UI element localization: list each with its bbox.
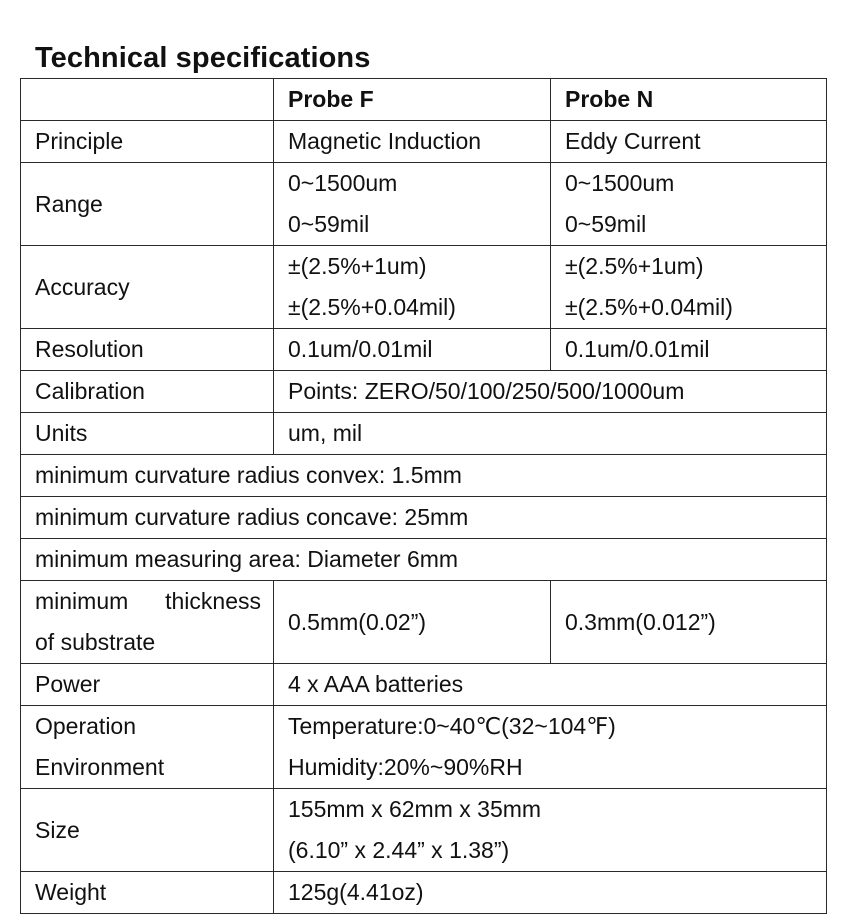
range-n-mil: 0~59mil xyxy=(565,211,647,237)
accuracy-f-mil: ±(2.5%+0.04mil) xyxy=(288,294,456,320)
range-probe-n xyxy=(551,163,827,246)
row-label-power: Power xyxy=(21,664,274,706)
curvature-concave: minimum curvature radius concave: 25mm xyxy=(21,497,827,539)
row-label-principle: Principle xyxy=(21,121,274,163)
accuracy-n-um: ±(2.5%+1um) xyxy=(565,253,704,279)
row-label-range: Range xyxy=(21,163,274,246)
header-probe-f: Probe F xyxy=(274,79,551,121)
table-row xyxy=(21,163,827,246)
substrate-label-line2: of substrate xyxy=(35,629,156,655)
row-label-resolution: Resolution xyxy=(21,329,274,371)
table-row xyxy=(21,497,827,539)
range-probe-f xyxy=(274,163,551,246)
row-label-calibration: Calibration xyxy=(21,371,274,413)
operation-humidity: Humidity:20%~90%RH xyxy=(288,754,523,780)
substrate-probe-f: 0.5mm(0.02”) xyxy=(274,581,551,664)
range-n-um: 0~1500um xyxy=(565,170,675,196)
size-value xyxy=(274,789,827,872)
operation-temperature: Temperature:0~40℃(32~104℉) xyxy=(288,713,616,739)
table-row xyxy=(21,246,827,329)
table-row xyxy=(21,581,827,664)
table-row xyxy=(21,413,827,455)
calibration-value: Points: ZERO/50/100/250/500/1000um xyxy=(274,371,827,413)
power-value: 4 x AAA batteries xyxy=(274,664,827,706)
principle-probe-f: Magnetic Induction xyxy=(274,121,551,163)
header-blank-cell xyxy=(21,79,274,121)
table-row xyxy=(21,706,827,789)
table-header-row xyxy=(21,79,827,121)
accuracy-probe-n xyxy=(551,246,827,329)
measuring-area: minimum measuring area: Diameter 6mm xyxy=(21,539,827,581)
curvature-convex: minimum curvature radius convex: 1.5mm xyxy=(21,455,827,497)
operation-label-line1: Operation xyxy=(35,713,137,739)
range-f-mil: 0~59mil xyxy=(288,211,370,237)
substrate-probe-n: 0.3mm(0.012”) xyxy=(551,581,827,664)
row-label-substrate xyxy=(21,581,274,664)
accuracy-f-um: ±(2.5%+1um) xyxy=(288,253,427,279)
resolution-probe-n: 0.1um/0.01mil xyxy=(551,329,827,371)
table-row xyxy=(21,371,827,413)
operation-value xyxy=(274,706,827,789)
row-label-size: Size xyxy=(21,789,274,872)
header-probe-n: Probe N xyxy=(551,79,827,121)
table-row xyxy=(21,121,827,163)
size-mm: 155mm x 62mm x 35mm xyxy=(288,796,542,822)
accuracy-probe-f xyxy=(274,246,551,329)
table-row xyxy=(21,539,827,581)
principle-probe-n: Eddy Current xyxy=(551,121,827,163)
table-row xyxy=(21,329,827,371)
weight-value: 125g(4.41oz) xyxy=(274,872,827,914)
row-label-operation xyxy=(21,706,274,789)
accuracy-n-mil: ±(2.5%+0.04mil) xyxy=(565,294,733,320)
resolution-probe-f: 0.1um/0.01mil xyxy=(274,329,551,371)
table-row xyxy=(21,455,827,497)
table-row xyxy=(21,872,827,914)
table-row xyxy=(21,664,827,706)
row-label-units: Units xyxy=(21,413,274,455)
page-title: Technical specifications xyxy=(35,42,371,74)
units-value: um, mil xyxy=(274,413,827,455)
spec-table xyxy=(20,78,827,914)
substrate-label-word1: minimum xyxy=(35,588,129,614)
size-inch: (6.10” x 2.44” x 1.38”) xyxy=(288,837,510,863)
substrate-label-line1 xyxy=(35,581,273,622)
operation-label-line2: Environment xyxy=(35,754,165,780)
row-label-accuracy: Accuracy xyxy=(21,246,274,329)
range-f-um: 0~1500um xyxy=(288,170,398,196)
row-label-weight: Weight xyxy=(21,872,274,914)
table-row xyxy=(21,789,827,872)
substrate-label-word2: thickness xyxy=(165,588,261,614)
